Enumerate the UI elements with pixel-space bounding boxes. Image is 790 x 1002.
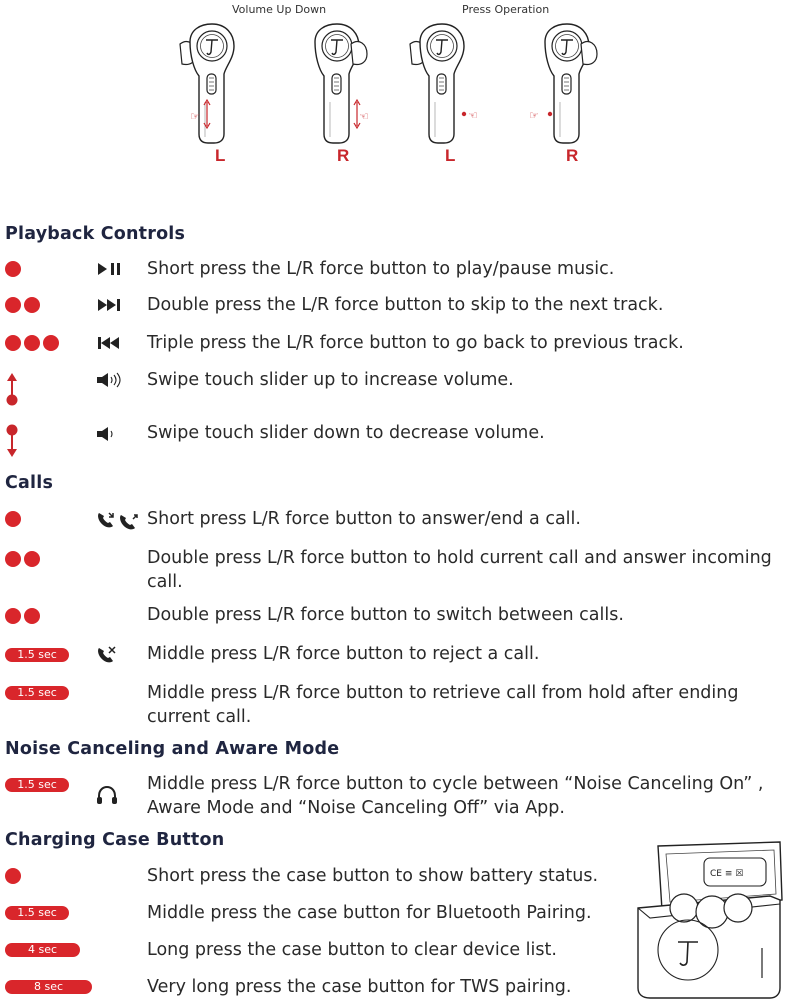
- press-dot: [5, 608, 21, 624]
- press-dot: [5, 868, 21, 884]
- case-text-4: Very long press the case button for TWS pairing.: [147, 977, 572, 997]
- left-earbud-volume: [180, 24, 234, 143]
- svg-text:☜: ☜: [359, 110, 369, 123]
- playback-text-1: Short press the L/R force button to play/pause music.: [147, 259, 615, 279]
- press-dot: [5, 261, 21, 277]
- playback-text-3: Triple press the L/R force button to go back to previous track.: [147, 333, 684, 353]
- svg-text:☞: ☞: [529, 109, 539, 122]
- section-title-calls: Calls: [5, 473, 54, 493]
- calls-text-3: Double press L/R force button to switch between calls.: [147, 605, 624, 625]
- case-text-2: Middle press the case button for Bluetooth Pairing.: [147, 903, 592, 923]
- duration-badge: 4 sec: [5, 943, 80, 957]
- next-track-icon: [97, 298, 123, 312]
- press-dot: [24, 297, 40, 313]
- case-text-1: Short press the case button to show battery status.: [147, 866, 599, 886]
- earbud-label-left-2: L: [445, 146, 456, 165]
- section-title-noise: Noise Canceling and Aware Mode: [5, 739, 340, 759]
- earbuds-illustration: [170, 22, 630, 162]
- press-dot: [24, 608, 40, 624]
- playback-text-5: Swipe touch slider down to decrease volume.: [147, 423, 545, 443]
- play-pause-icon: [97, 262, 123, 276]
- right-earbud-volume: [315, 24, 369, 143]
- calls-text-4: Middle press L/R force button to reject a call.: [147, 644, 540, 664]
- answer-end-call-icon: [96, 510, 142, 530]
- svg-text:☞: ☞: [190, 110, 200, 123]
- press-dot: [24, 551, 40, 567]
- headphones-icon: [96, 785, 118, 805]
- duration-badge: 1.5 sec: [5, 778, 69, 792]
- press-dot: [5, 335, 21, 351]
- svg-text:☜: ☜: [468, 109, 478, 122]
- volume-up-icon: [96, 372, 126, 388]
- press-caption: Press Operation: [462, 3, 550, 16]
- calls-text-2: Double press L/R force button to hold current call and answer incoming call.: [147, 548, 772, 592]
- svg-text:CE ≡ ☒: CE ≡ ☒: [710, 869, 744, 879]
- case-text-3: Long press the case button to clear device list.: [147, 940, 557, 960]
- press-dot: [5, 551, 21, 567]
- left-earbud-press: [410, 24, 478, 143]
- charging-case-illustration: [630, 838, 788, 1000]
- press-dot: [24, 335, 40, 351]
- duration-badge: 1.5 sec: [5, 648, 69, 662]
- swipe-down-icon: [4, 423, 20, 459]
- earbud-label-left-1: L: [215, 146, 226, 165]
- duration-badge: 1.5 sec: [5, 686, 69, 700]
- volume-down-icon: [96, 426, 118, 442]
- earbud-label-right-2: R: [566, 146, 579, 165]
- volume-caption: Volume Up Down: [232, 3, 327, 16]
- section-title-case: Charging Case Button: [5, 830, 225, 850]
- reject-call-icon: [96, 645, 118, 665]
- playback-text-4: Swipe touch slider up to increase volume.: [147, 370, 514, 390]
- right-earbud-press: [529, 24, 597, 143]
- earbud-label-right-1: R: [337, 146, 350, 165]
- duration-badge: 8 sec: [5, 980, 92, 994]
- calls-text-1: Short press L/R force button to answer/end a call.: [147, 509, 581, 529]
- press-dot: [5, 511, 21, 527]
- press-dot: [5, 297, 21, 313]
- playback-text-2: Double press the L/R force button to skip to the next track.: [147, 295, 664, 315]
- calls-text-5: Middle press L/R force button to retrieve call from hold after ending current call.: [147, 683, 739, 727]
- press-dot: [43, 335, 59, 351]
- section-title-playback: Playback Controls: [5, 224, 186, 244]
- swipe-up-icon: [4, 371, 20, 407]
- previous-track-icon: [97, 336, 123, 350]
- noise-text-1: Middle press L/R force button to cycle between “Noise Canceling On” , Aware Mode and “Noise Canceling Off” via App.: [147, 774, 764, 818]
- duration-badge: 1.5 sec: [5, 906, 69, 920]
